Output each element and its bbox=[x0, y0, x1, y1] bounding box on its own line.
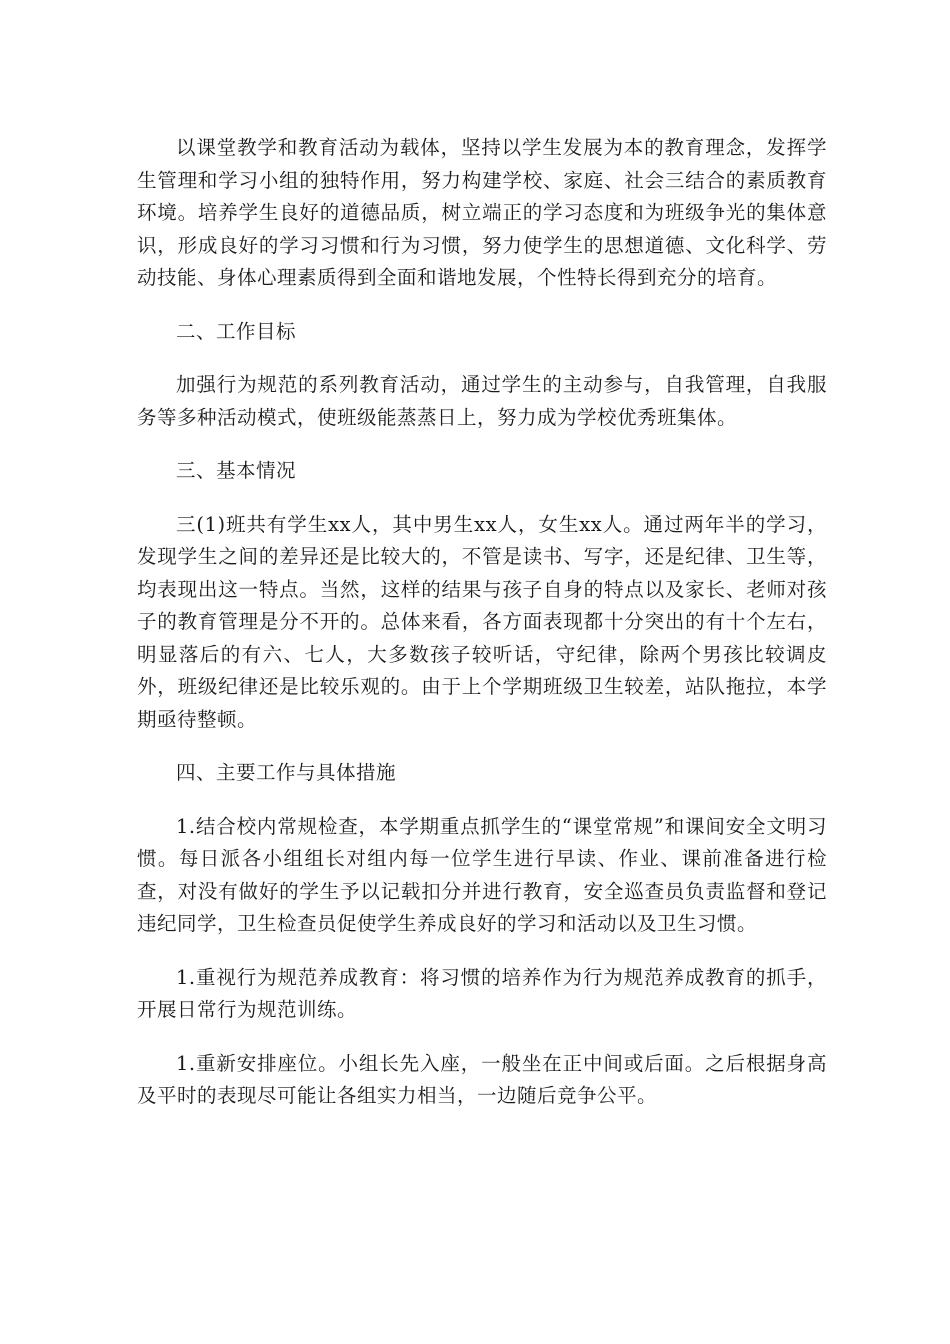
paragraph-intro: 以课堂教学和教育活动为载体，坚持以学生发展为本的教育理念，发挥学生管理和学习小组的独特作用，努力构建学校、家庭、社会三结合的素质教育环境。培养学生良好的道德品质，树立端正的学习态度和为班级争光的集体意识，形成良好的学习习惯和行为习惯，努力使学生的思想道德、文化科学、劳动技能、身体心理素质得到全面和谐地发展，个性特长得到充分的培育。 bbox=[137, 136, 827, 289]
spacer bbox=[137, 941, 827, 962]
spacer bbox=[137, 1027, 827, 1048]
paragraph-measure-2: 1.重视行为规范养成教育：将习惯的培养作为行为规范养成教育的抓手，开展日常行为规范训练。 bbox=[137, 965, 827, 1021]
document-page bbox=[137, 132, 827, 1113]
paragraph-measure-1: 1.结合校内常规检查，本学期重点抓学生的“课堂常规”和课间安全文明习惯。每日派各小组组长对组内每一位学生进行早读、作业、课前准备进行检查，对没有做好的学生予以记载扣分并进行教育，安全巡查员负责监督和登记违纪同学，卫生检查员促使学生养成良好的学习和活动以及卫生习惯。 bbox=[137, 814, 827, 935]
section-heading-basics: 三、基本情况 bbox=[176, 459, 297, 482]
spacer bbox=[137, 295, 827, 316]
spacer bbox=[137, 790, 827, 811]
section-heading-goals: 二、工作目标 bbox=[176, 319, 297, 343]
paragraph-basics: 三(1)班共有学生xx人，其中男生xx人，女生xx人。通过两年半的学习，发现学生之间的差异还是比较大的，不管是读书、写字，还是纪律、卫生等，均表现出这一特点。当然，这样的结果与孩子自身的特点以及家长、老师对孩子的教育管理是分不开的。总体来看，各方面表现都十分突出的有十个左右，明显落后的有六、七人，大多数孩子较听话，守纪律，除两个男孩比较调皮外，班级纪律还是比较乐观的。由于上个学期班级卫生较差，站队拖拉，本学期亟待整顿。 bbox=[137, 512, 827, 731]
section-heading-measures: 四、主要工作与具体措施 bbox=[176, 761, 397, 784]
paragraph-measure-3: 1.重新安排座位。小组长先入座，一般坐在正中间或后面。之后根据身高及平时的表现尽可能让各组实力相当，一边随后竞争公平。 bbox=[137, 1051, 827, 1107]
spacer bbox=[137, 348, 827, 369]
spacer bbox=[137, 434, 827, 455]
paragraph-goals: 加强行为规范的系列教育活动，通过学生的主动参与，自我管理，自我服务等多种活动模式，使班级能蒸蒸日上，努力成为学校优秀班集体。 bbox=[137, 373, 827, 429]
spacer bbox=[137, 488, 827, 509]
spacer bbox=[137, 736, 827, 757]
